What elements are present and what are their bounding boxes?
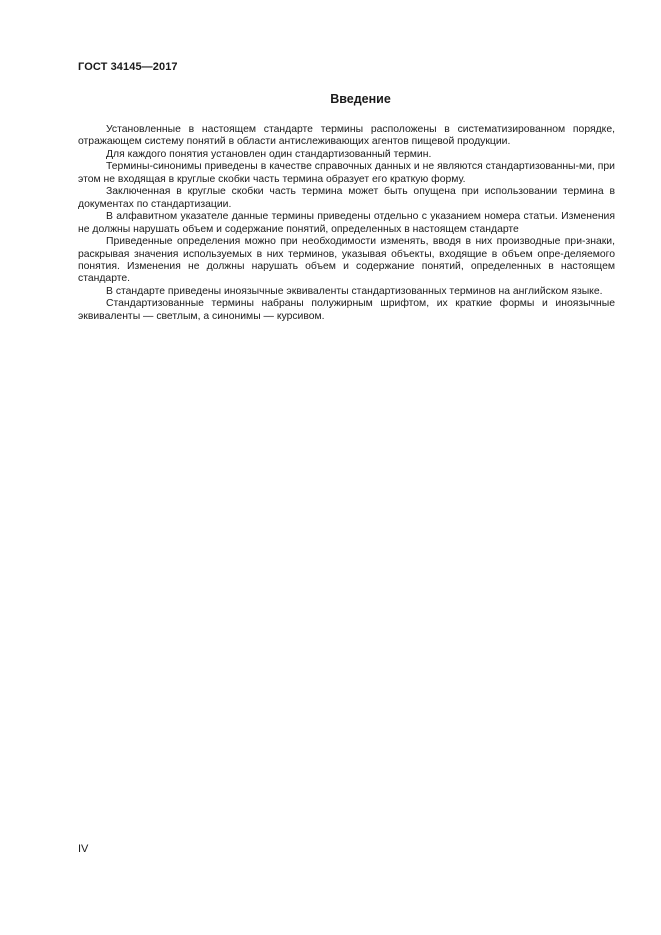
section-title: Введение (330, 92, 391, 106)
paragraph: Стандартизованные термины набраны полужирным шрифтом, их краткие формы и иноязычные эквиваленты — светлым, а синонимы — курсивом. (78, 298, 615, 322)
paragraph: Термины-синонимы приведены в качестве справочных данных и не являются стандартизованны-ми, при этом не входящая в круглые скобки часть термина образует его краткую форму. (78, 161, 615, 185)
page-number: IV (78, 843, 89, 855)
paragraph: Для каждого понятия установлен один стандартизованный термин. (106, 148, 432, 160)
document-code: ГОСТ 34145—2017 (78, 61, 178, 73)
body-text (78, 124, 615, 323)
paragraph: Установленные в настоящем стандарте термины расположены в систематизированном порядке, отражающем систему понятий в области антислеживающих агентов пищевой продукции. (78, 124, 615, 148)
paragraph: Заключенная в круглые скобки часть термина может быть опущена при использовании термина в документах по стандартизации. (78, 186, 615, 210)
paragraph: В стандарте приведены иноязычные эквиваленты стандартизованных терминов на английском языке. (106, 285, 603, 297)
paragraph: Приведенные определения можно при необходимости изменять, вводя в них производные при-знаки, раскрывая значения используемых в них терминов, указывая объекты, входящие в объем опре-деляемого понятия. Изменения не должны нарушать объем и содержание понятий, определенных в настоящем стандарте. (78, 236, 615, 285)
paragraph: В алфавитном указателе данные термины приведены отдельно с указанием номера статьи. Изменения не должны нарушать объем и содержание понятий, определенных в настоящем стандарте (78, 211, 615, 235)
